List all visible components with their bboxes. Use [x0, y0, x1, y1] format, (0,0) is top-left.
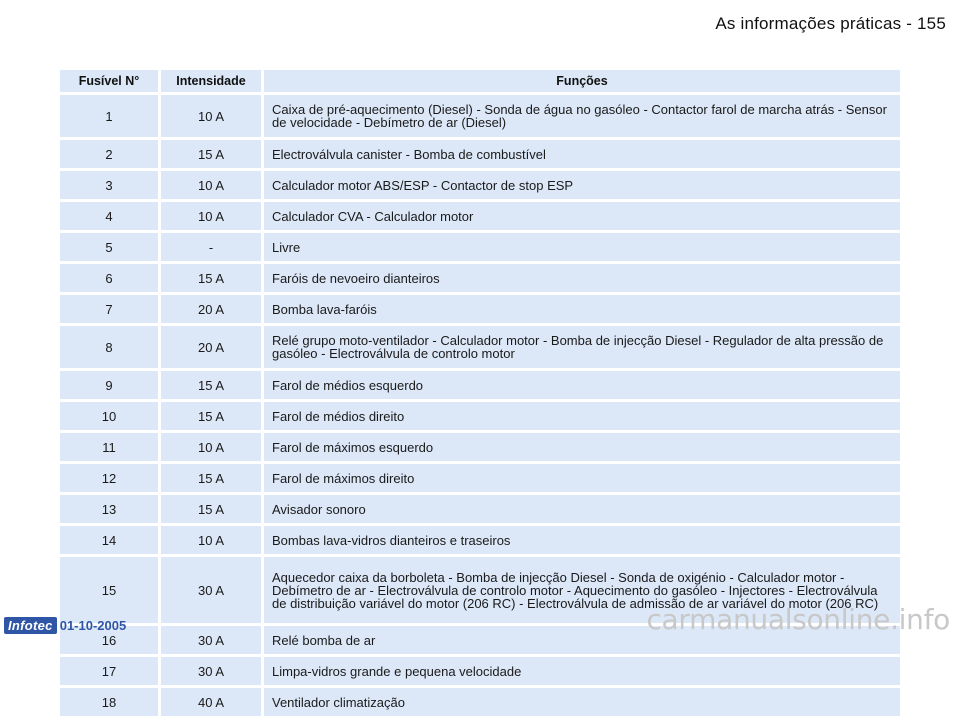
watermark: carmanualsonline.info	[646, 603, 950, 636]
table-row	[60, 264, 900, 292]
function-cell: Livre	[264, 233, 900, 261]
fuse-number-cell: 16	[60, 626, 158, 654]
function-cell: Farol de médios esquerdo	[264, 371, 900, 399]
intensity-cell: 15 A	[161, 371, 261, 399]
intensity-cell: -	[161, 233, 261, 261]
infotec-logo: Infotec	[4, 617, 57, 634]
function-cell: Farol de máximos esquerdo	[264, 433, 900, 461]
fuse-number-cell: 13	[60, 495, 158, 523]
footer-date: 01-10-2005	[59, 618, 127, 633]
fuse-number-cell: 18	[60, 688, 158, 716]
table-row	[60, 371, 900, 399]
table-row	[60, 295, 900, 323]
function-cell: Calculador motor ABS/ESP - Contactor de stop ESP	[264, 171, 900, 199]
intensity-cell: 15 A	[161, 402, 261, 430]
function-cell: Bomba lava-faróis	[264, 295, 900, 323]
function-cell: Aquecedor caixa da borboleta - Bomba de injecção Diesel - Sonda de oxigénio - Calculador motor - Debímetro de ar - Electroválvula de controlo motor - Aquecimento do gasóleo - Injectores - Electroválvula de distribuição variável do motor (206 RC) - Electroválvula de admissão de ar variável do motor (206 RC)	[264, 557, 900, 623]
table-row	[60, 433, 900, 461]
table-row	[60, 495, 900, 523]
function-cell: Faróis de nevoeiro dianteiros	[264, 264, 900, 292]
table-row	[60, 657, 900, 685]
fuse-number-cell: 5	[60, 233, 158, 261]
function-cell: Farol de máximos direito	[264, 464, 900, 492]
page-title: As informações práticas - 155	[715, 14, 946, 33]
table-row	[60, 526, 900, 554]
intensity-cell: 15 A	[161, 264, 261, 292]
intensity-cell: 30 A	[161, 626, 261, 654]
table-row	[60, 95, 900, 137]
table-header-row	[60, 70, 900, 92]
function-cell: Electroválvula canister - Bomba de combustível	[264, 140, 900, 168]
table-row	[60, 464, 900, 492]
intensity-cell: 10 A	[161, 171, 261, 199]
fuse-number-cell: 4	[60, 202, 158, 230]
function-cell: Farol de médios direito	[264, 402, 900, 430]
fuse-number-cell: 3	[60, 171, 158, 199]
function-cell: Ventilador climatização	[264, 688, 900, 716]
fuse-number-cell: 7	[60, 295, 158, 323]
fuse-number-cell: 2	[60, 140, 158, 168]
fuse-number-cell: 8	[60, 326, 158, 368]
column-header-fuse-number: Fusível N°	[60, 70, 158, 92]
intensity-cell: 15 A	[161, 464, 261, 492]
table-row	[60, 140, 900, 168]
table-row	[60, 202, 900, 230]
column-header-functions: Funções	[264, 70, 900, 92]
table-row	[60, 326, 900, 368]
intensity-cell: 40 A	[161, 688, 261, 716]
function-cell: Relé bomba de ar	[264, 626, 900, 654]
fuse-number-cell: 1	[60, 95, 158, 137]
function-cell: Limpa-vidros grande e pequena velocidade	[264, 657, 900, 685]
intensity-cell: 10 A	[161, 202, 261, 230]
function-cell: Bombas lava-vidros dianteiros e traseiros	[264, 526, 900, 554]
intensity-cell: 20 A	[161, 326, 261, 368]
intensity-cell: 30 A	[161, 557, 261, 623]
function-cell: Avisador sonoro	[264, 495, 900, 523]
fuse-number-cell: 6	[60, 264, 158, 292]
fuse-number-cell: 11	[60, 433, 158, 461]
table-row	[60, 171, 900, 199]
intensity-cell: 30 A	[161, 657, 261, 685]
fuse-number-cell: 12	[60, 464, 158, 492]
intensity-cell: 15 A	[161, 495, 261, 523]
intensity-cell: 10 A	[161, 95, 261, 137]
table-row	[60, 402, 900, 430]
function-cell: Relé grupo moto-ventilador - Calculador motor - Bomba de injecção Diesel - Regulador de alta pressão de gasóleo - Electroválvula de controlo motor	[264, 326, 900, 368]
function-cell: Caixa de pré-aquecimento (Diesel) - Sonda de água no gasóleo - Contactor farol de marcha atrás - Sensor de velocidade - Debímetro de ar (Diesel)	[264, 95, 900, 137]
footer-brand	[4, 617, 126, 634]
intensity-cell: 20 A	[161, 295, 261, 323]
function-cell: Calculador CVA - Calculador motor	[264, 202, 900, 230]
fuse-number-cell: 14	[60, 526, 158, 554]
fuse-number-cell: 9	[60, 371, 158, 399]
fuse-number-cell: 15	[60, 557, 158, 623]
intensity-cell: 15 A	[161, 140, 261, 168]
intensity-cell: 10 A	[161, 433, 261, 461]
table-row	[60, 233, 900, 261]
table-row	[60, 688, 900, 716]
fuse-number-cell: 17	[60, 657, 158, 685]
fuse-number-cell: 10	[60, 402, 158, 430]
intensity-cell: 10 A	[161, 526, 261, 554]
column-header-intensity: Intensidade	[161, 70, 261, 92]
